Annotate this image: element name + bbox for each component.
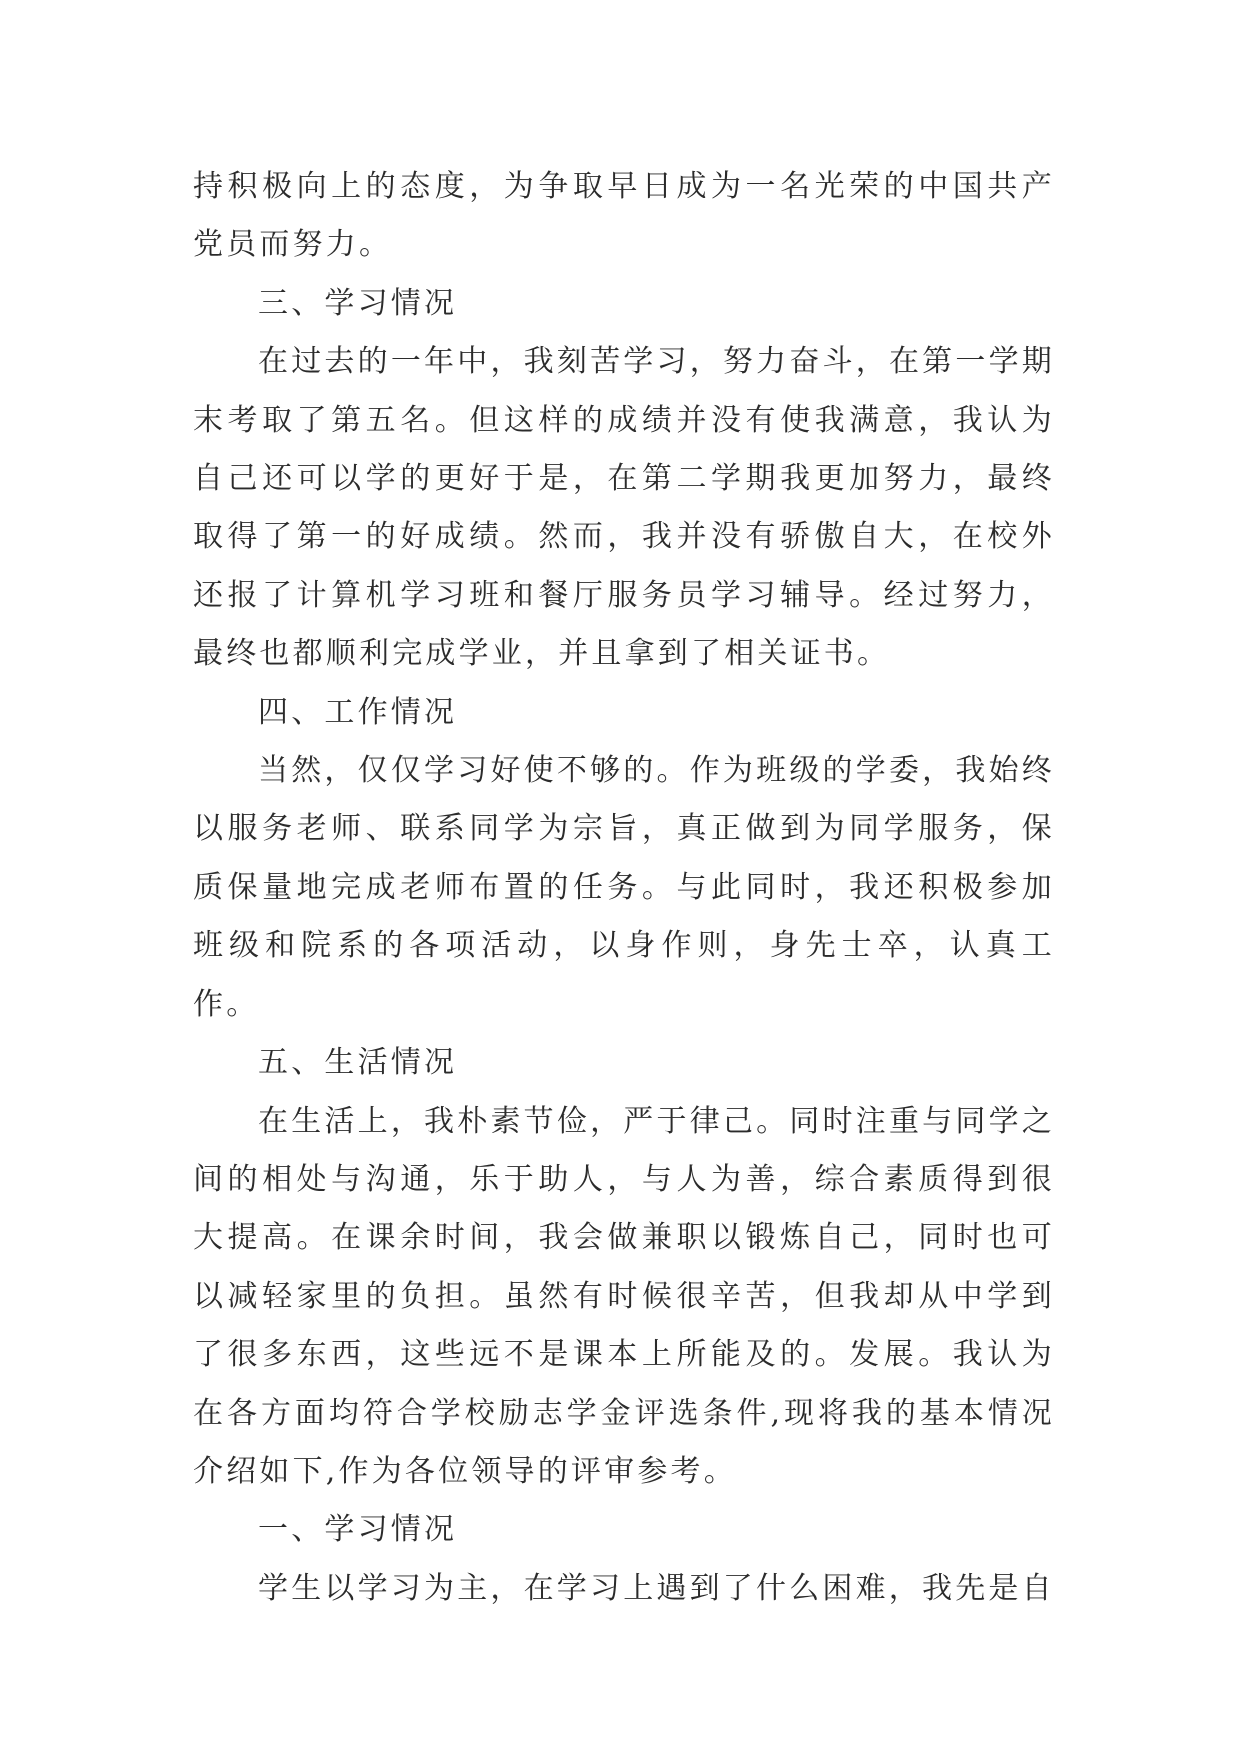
paragraph-study-2: 学生以学习为主，在学习上遇到了什么困难，我先是自 bbox=[258, 1570, 1055, 1606]
paragraph-life: 在生活上，我朴素节俭，严于律己。同时注重与同学之间的相处与沟通，乐于助人，与人为善，综合素质得到很大提高。在课余时间，我会做兼职以锻炼自己，同时也可以减轻家里的负担。虽然有时候很辛苦，但我却从中学到了很多东西，这些远不是课本上所能及的。发展。我认为在各方面均符合学校励志学金评选条件,现将我的基本情况介绍如下,作为各位领导的评审参考。 bbox=[193, 1103, 1055, 1489]
document-body bbox=[193, 158, 1055, 1618]
paragraph-continuation: 持积极向上的态度，为争取早日成为一名光荣的中国共产党员而努力。 bbox=[193, 169, 1055, 263]
section-heading-work: 四、工作情况 bbox=[258, 694, 458, 730]
paragraph-work: 当然，仅仅学习好使不够的。作为班级的学委，我始终以服务老师、联系同学为宗旨，真正做到为同学服务，保质保量地完成老师布置的任务。与此同时，我还积极参加班级和院系的各项活动，以身作则，身先士卒，认真工作。 bbox=[193, 753, 1055, 1022]
section-heading-study-2: 一、学习情况 bbox=[258, 1512, 458, 1548]
paragraph-study: 在过去的一年中，我刻苦学习，努力奋斗，在第一学期末考取了第五名。但这样的成绩并没有使我满意，我认为自己还可以学的更好于是，在第二学期我更加努力，最终取得了第一的好成绩。然而，我并没有骄傲自大，在校外还报了计算机学习班和餐厅服务员学习辅导。经过努力，最终也都顺利完成学业，并且拿到了相关证书。 bbox=[193, 344, 1055, 672]
section-heading-life: 五、生活情况 bbox=[258, 1045, 458, 1081]
section-heading-study: 三、学习情况 bbox=[258, 285, 458, 321]
